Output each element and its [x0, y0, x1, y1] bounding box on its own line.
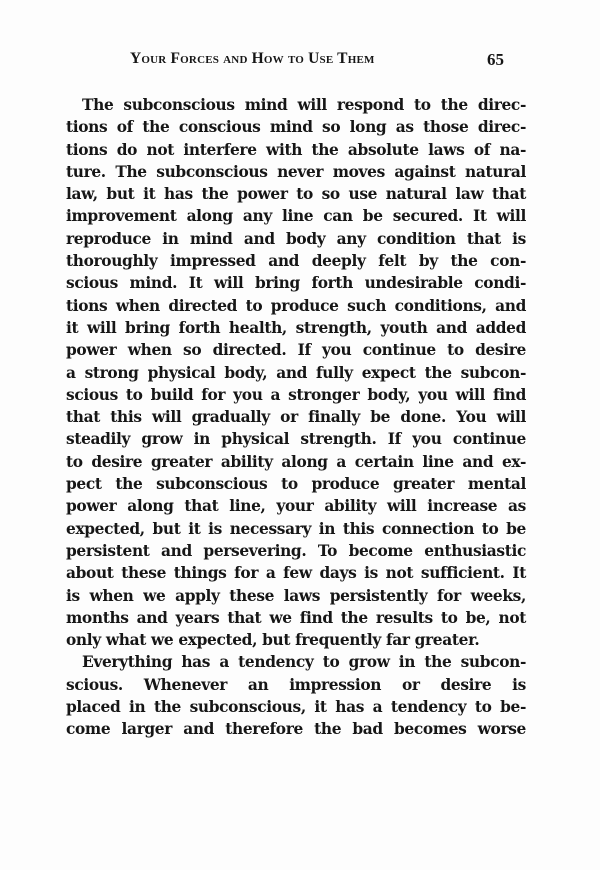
- text-line: thoroughly impressed and deeply felt by the con-: [66, 252, 526, 271]
- text-line: The subconscious mind will respond to the direc-: [82, 96, 526, 114]
- text-line: improvement along any line can be secured. It will: [66, 207, 526, 226]
- text-line: tions when directed to produce such conditions, and: [66, 296, 526, 315]
- text-line: persistent and persevering. To become enthusiastic: [66, 541, 526, 560]
- text-line: pect the subconscious to produce greater mental: [66, 475, 526, 494]
- text-line: only what we expected, but frequently far greater.: [66, 631, 480, 650]
- text-line: about these things for a few days is not sufficient. It: [66, 564, 526, 583]
- text-line: power along that line, your ability will increase as: [66, 497, 526, 516]
- text-line: tions do not interfere with the absolute laws of na-: [66, 140, 526, 159]
- text-line: is when we apply these laws persistently for weeks,: [66, 586, 526, 605]
- text-line: that this will gradually or finally be done. You will: [66, 408, 526, 427]
- text-line: months and years that we find the results to be, not: [66, 608, 526, 627]
- text-line: Everything has a tendency to grow in the subcon-: [82, 653, 526, 672]
- text-line: ture. The subconscious never moves against natural: [66, 162, 526, 181]
- text-line: come larger and therefore the bad becomes worse: [66, 720, 526, 739]
- text-line: power when so directed. If you continue to desire: [66, 341, 526, 360]
- text-line: tions of the conscious mind so long as those direc-: [66, 118, 526, 137]
- text-line: placed in the subconscious, it has a tendency to be-: [66, 698, 526, 717]
- paragraph: [66, 651, 526, 740]
- text-line: it will bring forth health, strength, youth and added: [66, 318, 526, 337]
- text-line: scious mind. It will bring forth undesirable condi-: [66, 274, 526, 293]
- running-header: [130, 50, 502, 74]
- running-title: Your Forces and How to Use Them: [130, 50, 375, 67]
- page-body: [66, 94, 526, 741]
- paragraph: [66, 94, 526, 651]
- page-number: 65: [487, 50, 504, 69]
- text-line: steadily grow in physical strength. If you continue: [66, 430, 526, 449]
- text-line: reproduce in mind and body any condition that is: [66, 229, 526, 248]
- text-line: scious. Whenever an impression or desire is: [66, 675, 526, 694]
- text-line: to desire greater ability along a certain line and ex-: [66, 452, 526, 471]
- text-line: law, but it has the power to so use natural law that: [66, 185, 526, 204]
- text-line: a strong physical body, and fully expect the subcon-: [66, 363, 526, 382]
- text-line: expected, but it is necessary in this connection to be: [66, 519, 526, 538]
- text-line: scious to build for you a stronger body, you will find: [66, 385, 526, 404]
